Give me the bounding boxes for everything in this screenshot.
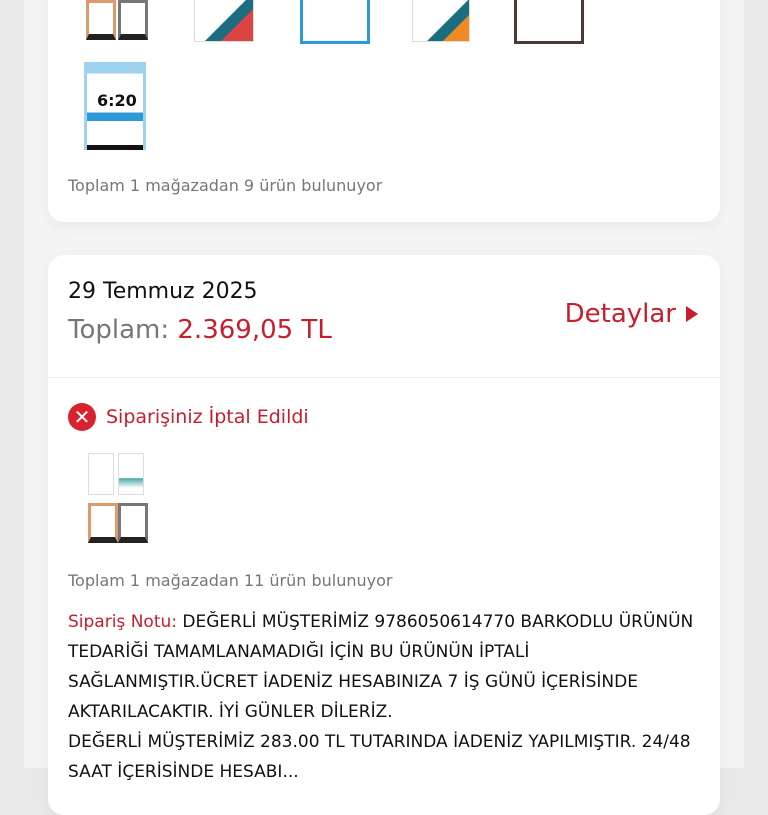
product-thumbnail[interactable]: [86, 0, 116, 40]
note-text-2: DEĞERLİ MÜŞTERİMİZ 283.00 TL TUTARINDA İADENİZ YAPILMIŞTIR. 24/48 SAAT İÇERİSİNDE HESABI...: [68, 732, 691, 782]
product-thumbnail[interactable]: [118, 503, 148, 543]
product-thumbnail[interactable]: [300, 0, 370, 44]
order-summary: Toplam 1 mağazadan 9 ürün bulunuyor: [68, 176, 383, 195]
note-text: DEĞERLİ MÜŞTERİMİZ 9786050614770 BARKODLU ÜRÜNÜN TEDARİĞİ TAMAMLANAMADIĞI İÇİN BU ÜRÜNÜN İPTALİ SAĞLANMIŞTIR.ÜCRET İADENİZ HESABINIZA 7 İŞ GÜNÜ İÇERİSİNDE AKTARILACAKTIR. İYİ GÜNLER DİLERİZ.: [68, 612, 694, 722]
product-thumbnail[interactable]: [84, 62, 146, 150]
order-date: 29 Temmuz 2025: [68, 279, 258, 304]
details-label: Detaylar: [564, 299, 676, 329]
product-thumbnail[interactable]: [88, 453, 114, 495]
total-value: 2.369,05 TL: [177, 315, 332, 345]
divider: [48, 377, 720, 378]
play-arrow-icon: [686, 306, 698, 322]
product-label: 6:20: [97, 91, 137, 110]
order-card: [48, 255, 720, 815]
order-total: [68, 315, 332, 345]
order-card-previous[interactable]: [48, 0, 720, 222]
total-label: Toplam:: [68, 315, 170, 345]
x-circle-icon: ✕: [68, 403, 96, 431]
status-text: Siparişiniz İptal Edildi: [106, 406, 309, 428]
note-label: Sipariş Notu:: [68, 612, 177, 632]
product-thumbnail[interactable]: [118, 453, 144, 495]
product-thumbnail[interactable]: [412, 0, 470, 42]
order-summary: Toplam 1 mağazadan 11 ürün bulunuyor: [68, 571, 393, 590]
product-thumbnail[interactable]: [88, 503, 118, 543]
product-thumbnail[interactable]: [118, 0, 148, 40]
order-status: [68, 403, 309, 431]
product-thumbnail[interactable]: [514, 0, 584, 44]
product-thumbnail[interactable]: [194, 0, 254, 42]
order-note: [68, 607, 708, 787]
details-button[interactable]: [565, 299, 698, 329]
